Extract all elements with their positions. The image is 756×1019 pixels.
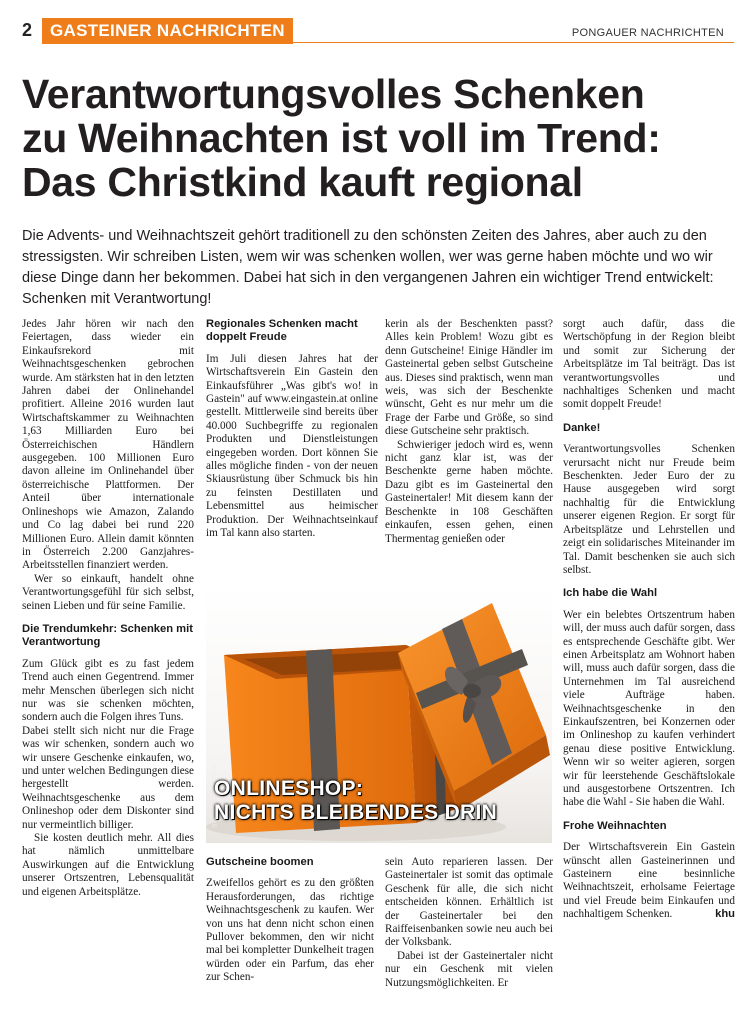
paragraph: Schwieriger jedoch wird es, wenn nicht ganz klar ist, was der Beschenkte gerne haben möchte. Dazu gibt es im Gasteinertal den Gasteinertaler! Mit diesem kann der Beschenkte in 108 Geschäften einkaufen, essen gehen, einen Thermentag genießen oder	[385, 438, 553, 545]
paragraph: Im Juli diesen Jahres hat der Wirtschaftsverein Ein Gastein den Einkaufsführer „Was gibt's wo! in Gastein" auf www.eingastein.at online gestellt. Mittlerweile sind bereits über 40.000 Suchbegriffe zu regionalen Produkten und Dienstleistungen eingegeben worden. Dort können Sie alles mögliche finden - von der neuen Skiausrüstung über Schmuck bis hin zu feinsten Destillaten und Lebensmittel aus heimischer Produktion. Der Weihnachtseinkauf im Tal kann also starten.	[206, 352, 378, 540]
article-column-1	[22, 318, 194, 899]
paragraph: Verantwortungsvolles Schenken verursacht nicht nur Freude beim Beschenkten. Jeder Euro der zu Hause ausgegeben wird sorgt nachhaltig für die Entwicklung unserer eigenen Region. Er sorgt für Arbeitsplätze und Lehrstellen und zeigt ein solidarisches Miteinander im Tal. Damit beschenken sie auch sich selbst.	[563, 443, 735, 576]
paragraph: Dabei stellt sich nicht nur die Frage was wir schenken, sondern auch wo wir unsere Geschenke einkaufen, wo, und unter welchen Bedingungen diese hergestellt werden. Weihnachtsgeschenke aus dem Onlineshop oder dem Diskonter sind nur vermeintlich billiger.	[22, 724, 194, 831]
paragraph-text: Der Wirtschaftsverein Ein Gastein wünscht allen Gasteinerinnen und Gasteinern eine besinnliche Weihnachtszeit, erholsame Feiertage und viel Freude beim Einkaufen und nachhaltigem Schenken.	[563, 841, 735, 921]
article-column-3	[385, 318, 553, 546]
subheading: Danke!	[563, 421, 601, 434]
headline	[22, 72, 734, 204]
paragraph: Sie kosten deutlich mehr. All dies hat nämlich unmittelbare Auswirkungen auf die Entwicklung unserer Ortszentren, Lebensqualität und eigenen Arbeitsplätze.	[22, 832, 194, 898]
paragraph: Dabei ist der Gasteinertaler nicht nur ein Geschenk mit vielen Nutzungsmöglichkeiten. Er	[385, 949, 553, 989]
headline-line: zu Weihnachten ist voll im Trend:	[22, 115, 661, 161]
article-column-2-lower	[206, 856, 374, 985]
article-column-2	[206, 318, 378, 541]
photo-caption-overlay	[214, 777, 497, 825]
page-number: 2	[22, 20, 33, 40]
paragraph: Zweifellos gehört es zu den größten Herausforderungen, das richtige Weihnachtsgeschenk zu kaufen. Wer von uns hat denn nicht schon einen Pullover bekommen, den wir nicht mal bei kompletter Dunkelheit tragen würden oder ein Parfum, das eher zur Schen-	[206, 877, 374, 984]
paragraph: Zum Glück gibt es zu fast jedem Trend auch einen Gegentrend. Immer mehr Menschen überlegen sich nicht nur was sie schenken möchten, sondern auch die Folgen ihres Tuns.	[22, 657, 194, 724]
publication-name: PONGAUER NACHRICHTEN	[571, 27, 724, 39]
headline-line: Das Christkind kauft regional	[22, 159, 583, 205]
author-initials: khu	[715, 908, 735, 921]
lead-paragraph: Die Advents- und Weihnachtszeit gehört traditionell zu den schönsten Zeiten des Jahres, aber auch zu den stressigsten. Wir schreiben Listen, wem wir was schenken wollen, wer was gerne haben möchte und wo wir diese Dinge dann her bekommen. Dabei hat sich in den vergangenen Jahren ein wichtiger Trend entwickelt: Schenken mit Verantwortung!	[22, 228, 714, 307]
article-column-3-lower	[385, 856, 553, 990]
paragraph: sorgt auch dafür, dass die Wertschöpfung in der Region bleibt und somit zur Sicherung der Arbeitsplätze im Tal beiträgt. Das ist verantwortungsvolles und nachhaltiges Schenken und macht somit doppelt Freude!	[563, 318, 735, 411]
subheading: Frohe Weihnachten	[563, 819, 667, 832]
paragraph: sein Auto reparieren lassen. Der Gasteinertaler ist somit das optimale Geschenk für alle, die sich nicht entscheiden können. Erhältlich ist der Gasteinertaler bei den Raiffeisenbanken sowie neu auch bei der Volksbank.	[385, 856, 553, 949]
article-column-4	[563, 318, 735, 922]
paragraph: Wer ein belebtes Ortszentrum haben will, der muss auch dafür sorgen, dass es entsprechende Geschäfte gibt. Wer einen Arbeitsplatz am Wohnort haben will, muss auch dafür sorgen, dass die Unternehmen im Tal ausreichend viele Aufträge haben. Weihnachtsgeschenke in den Einkaufszentren, bei Konzernen oder im Onlineshop zu kaufen verhindert genau diese positive Entwicklung. Wenn wir so weiter agieren, sorgen wir für leerstehende Geschäftslokale und ausgestorbene Ortszentren. Ich habe die Wahl - Sie haben die Wahl.	[563, 608, 735, 809]
paragraph: Wer so einkauft, handelt ohne Verantwortungsgefühl für sich selbst, seinen Lieben und für seine Familie.	[22, 572, 194, 612]
gift-box-photo	[206, 585, 552, 843]
paragraph: Jedes Jahr hören wir nach den Feiertagen, dass wieder ein Einkaufsrekord mit Weihnachtsgeschenken gebrochen wurde. Am stärksten hat in den letzten Jahren dabei der Onlinehandel profitiert. Alleine 2016 wurden laut Wirtschaftskammer zu Weihnachten 1,63 Milliarden Euro bei Österreichischen Händlern ausgegeben. 100 Millionen Euro davon alleine im Onlinehandel über österreichische Plattformen. Der Anteil über internationale Onlineshops wie Amazon, Zalando und Co lag dabei bei rund 220 Millionen Euro. Allein damit könnten in Österreich 2.200 Ganzjahres-Arbeitsstellen finanziert werden.	[22, 318, 194, 572]
paragraph: kerin als der Beschenkten passt? Alles kein Problem! Wozu gibt es denn Gutscheine! Einige Händler im Gasteinertal geben selbst Gutscheine aus. Dieses sind praktisch, wenn man weis, was sich der Beschenkte wünscht, Geht es nur mehr um die Frage der Farbe und Größe, so sind diese Gutscheine sehr praktisch.	[385, 318, 553, 438]
headline-line: Verantwortungsvolles Schenken	[22, 71, 645, 117]
section-label: GASTEINER NACHRICHTEN	[42, 18, 293, 44]
header-rule	[277, 42, 734, 43]
subheading: Regionales Schenken macht doppelt Freude	[206, 318, 358, 344]
subheading: Gutscheine boomen	[206, 856, 314, 868]
photo-credit: BILD: EIN GASTEIN	[212, 764, 219, 828]
paragraph	[563, 841, 735, 921]
subheading: Ich habe die Wahl	[563, 587, 658, 600]
subheading: Die Trendumkehr: Schenken mit Verantwortung	[22, 622, 193, 649]
caption-line: NICHTS BLEIBENDES DRIN	[214, 801, 498, 824]
caption-line: ONLINESHOP:	[214, 777, 364, 800]
page-header	[22, 18, 734, 44]
